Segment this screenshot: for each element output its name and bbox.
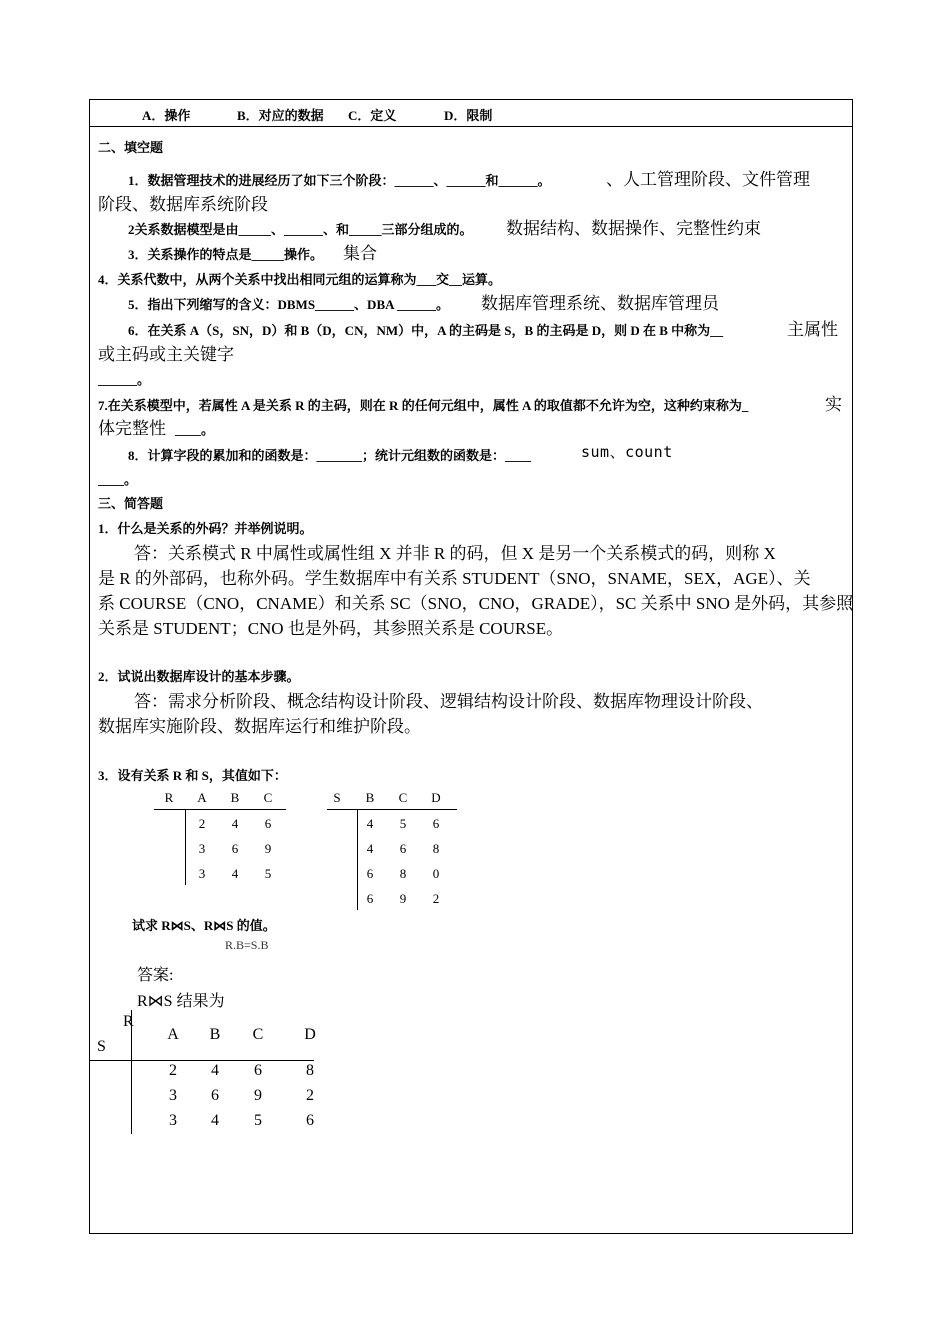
fill-q7-tail: ____。 <box>175 422 215 437</box>
table-r-cell: 3 <box>198 841 206 856</box>
table-result-cell: 3 <box>169 1087 177 1104</box>
fill-q6-tail: ______。 <box>98 372 151 387</box>
table-r-cell: 6 <box>231 841 239 856</box>
table-result-corner-bottom: S <box>97 1038 106 1055</box>
row-divider <box>89 126 853 127</box>
table-result <box>89 1010 319 1135</box>
table-s-cell: 5 <box>399 816 407 831</box>
fill-q1-answer: 、人工管理阶段、文件管理 <box>606 170 810 189</box>
table-s-cell: 9 <box>399 891 407 906</box>
choice-a: A．操作 <box>142 108 191 123</box>
table-result-header: C <box>252 1026 264 1043</box>
fill-q8: 8．计算字段的累加和的函数是：_______；统计元组数的函数是：____ <box>128 448 532 463</box>
table-result-cell: 8 <box>306 1062 314 1079</box>
fill-q6: 6．在关系 A（S，SN，D）和 B（D，CN，NM）中，A 的主码是 S，B 的主码是 D，则 D 在 B 中称为__ <box>128 323 724 338</box>
table-r <box>152 789 287 889</box>
table-result-cell: 9 <box>254 1087 262 1104</box>
short-q1: 1．什么是关系的外码？并举例说明。 <box>98 521 313 536</box>
table-s-header-rule <box>327 809 457 810</box>
table-result-cell: 6 <box>211 1087 219 1104</box>
table-r-cell: 4 <box>231 816 239 831</box>
result-label: R⋈S 结果为 <box>137 993 225 1010</box>
table-result-cell: 6 <box>306 1112 314 1129</box>
table-s-cell: 4 <box>366 841 374 856</box>
table-r-cell: 4 <box>231 866 239 881</box>
table-r-header: C <box>263 790 273 805</box>
table-r-header-rule <box>154 809 286 810</box>
fill-q5-answer: 数据库管理系统、数据库管理员 <box>481 294 719 313</box>
table-r-cell: 6 <box>264 816 272 831</box>
table-result-cell: 6 <box>254 1062 262 1079</box>
table-r-name: R <box>164 790 174 805</box>
table-s-header: D <box>431 790 441 805</box>
table-result-header: A <box>167 1026 179 1043</box>
short-q3: 3．设有关系 R 和 S，其值如下： <box>98 768 287 783</box>
table-s-header: B <box>365 790 375 805</box>
table-s-cell: 6 <box>432 816 440 831</box>
table-result-header: B <box>209 1026 221 1043</box>
fill-q7: 7.在关系模型中，若属性 A 是关系 R 的主码，则在 R 的任何元组中，属性 A 的取值都不允许为空，这种约束称为_ <box>98 398 749 413</box>
table-r-cell: 5 <box>264 866 272 881</box>
fill-q2: 2关系数据模型是由_____、______、和_____三部分组成的。 <box>128 222 473 237</box>
table-r-cell: 2 <box>198 816 206 831</box>
table-result-divider <box>131 1010 132 1134</box>
fill-q2-answer: 数据结构、数据操作、完整性约束 <box>506 219 761 238</box>
table-s-cell: 6 <box>399 841 407 856</box>
short-a1-line1: 答：关系模式 R 中属性或属性组 X 并非 R 的码，但 X 是另一个关系模式的码，则称 X <box>134 544 776 563</box>
table-s-cell: 6 <box>366 866 374 881</box>
table-result-cell: 4 <box>211 1112 219 1129</box>
short-q3-join-condition: R.B=S.B <box>225 938 269 952</box>
table-result-cell: 2 <box>169 1062 177 1079</box>
fill-q8-answer: sum、count <box>581 443 673 461</box>
fill-q5: 5．指出下列缩写的含义：DBMS______、DBA ______。 <box>128 297 450 312</box>
table-s-cell: 0 <box>432 866 440 881</box>
table-s-name: S <box>333 790 341 805</box>
short-a2-line1: 答：需求分析阶段、概念结构设计阶段、逻辑结构设计阶段、数据库物理设计阶段、 <box>134 692 763 711</box>
fill-q1-answer-cont: 阶段、数据库系统阶段 <box>98 195 268 214</box>
short-a1-line4: 关系是 STUDENT；CNO 也是外码，其参照关系是 COURSE。 <box>98 619 564 638</box>
table-r-header: B <box>230 790 240 805</box>
choice-c: C．定义 <box>348 108 397 123</box>
short-a1-line2: 是 R 的外部码，也称外码。学生数据库中有关系 STUDENT（SNO，SNAME，SEX，AGE）、关 <box>98 569 811 588</box>
fill-q1: 1．数据管理技术的进展经历了如下三个阶段：______、______和______。 <box>128 173 551 188</box>
table-s-header: C <box>398 790 408 805</box>
table-result-header-rule <box>89 1060 314 1061</box>
table-r-cell: 9 <box>264 841 272 856</box>
table-result-cell: 5 <box>254 1112 262 1129</box>
table-result-cell: 2 <box>306 1087 314 1104</box>
choice-d: D．限制 <box>444 108 493 123</box>
fill-heading: 二、填空题 <box>98 140 164 155</box>
table-result-header: D <box>304 1026 316 1043</box>
short-q3-ask: 试求 R⋈S、R⋈S 的值。 <box>132 918 276 933</box>
choice-b: B．对应的数据 <box>237 108 324 123</box>
table-r-cell: 3 <box>198 866 206 881</box>
short-heading: 三、简答题 <box>98 496 164 511</box>
table-s <box>320 789 460 913</box>
fill-q7-answer-cont: 体完整性 <box>98 419 166 438</box>
short-a1-line3: 系 COURSE（CNO，CNAME）和关系 SC（SNO，CNO，GRADE），SC 关系中 SNO 是外码，其参照 <box>98 594 854 613</box>
table-r-header: A <box>197 790 207 805</box>
fill-q4: 4．关系代数中，从两个关系中找出相同元组的运算称为___交__运算。 <box>98 272 502 287</box>
short-q2: 2．试说出数据库设计的基本步骤。 <box>98 669 300 684</box>
fill-q3-answer: 集合 <box>343 244 377 263</box>
short-a2-line2: 数据库实施阶段、数据库运行和维护阶段。 <box>98 717 421 736</box>
fill-q8-tail: ____。 <box>98 472 138 487</box>
answer-label: 答案: <box>137 967 174 984</box>
fill-q7-answer: 实 <box>825 395 842 414</box>
table-result-cell: 3 <box>169 1112 177 1129</box>
table-s-cell: 6 <box>366 891 374 906</box>
table-result-corner-top: R <box>123 1013 134 1030</box>
table-s-cell: 2 <box>432 891 440 906</box>
fill-q6-answer-cont: 或主码或主关键字 <box>98 345 234 364</box>
fill-q6-answer: 主属性 <box>787 320 838 339</box>
table-s-cell: 8 <box>399 866 407 881</box>
table-s-cell: 8 <box>432 841 440 856</box>
fill-q3: 3．关系操作的特点是_____操作。 <box>128 247 324 262</box>
table-s-cell: 4 <box>366 816 374 831</box>
table-result-cell: 4 <box>211 1062 219 1079</box>
